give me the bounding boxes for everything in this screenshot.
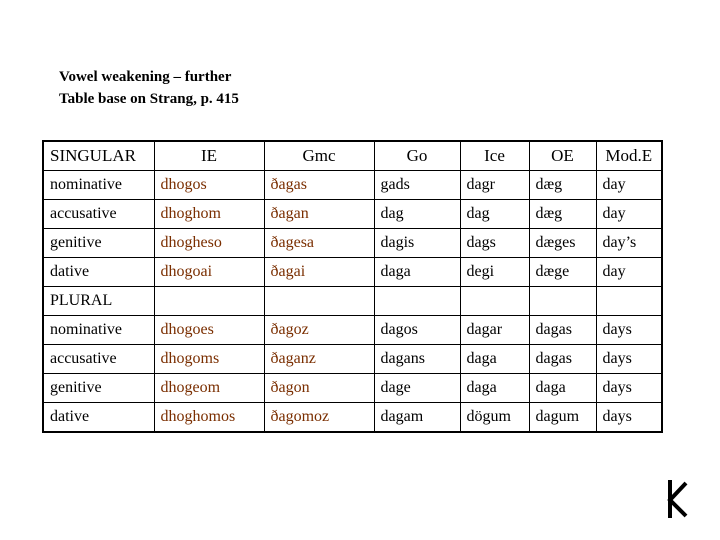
go-cell: daga bbox=[374, 258, 460, 287]
mode-cell: days bbox=[596, 403, 662, 433]
case-cell: dative bbox=[43, 258, 154, 287]
go-cell: dag bbox=[374, 200, 460, 229]
rune-icon bbox=[664, 478, 694, 520]
declension-table bbox=[42, 140, 663, 433]
ice-cell: degi bbox=[460, 258, 529, 287]
go-cell: dagos bbox=[374, 316, 460, 345]
oe-cell: dagas bbox=[529, 316, 596, 345]
oe-cell: dæge bbox=[529, 258, 596, 287]
gmc-cell: ðagesa bbox=[264, 229, 374, 258]
gmc-cell: ðaganz bbox=[264, 345, 374, 374]
go-cell: dagans bbox=[374, 345, 460, 374]
plural-label: PLURAL bbox=[43, 287, 154, 316]
table-row bbox=[43, 229, 662, 258]
table-row bbox=[43, 403, 662, 433]
header-go: Go bbox=[374, 141, 460, 171]
ice-cell: dags bbox=[460, 229, 529, 258]
ice-cell: dagr bbox=[460, 171, 529, 200]
header-oe: OE bbox=[529, 141, 596, 171]
oe-cell: dæg bbox=[529, 171, 596, 200]
ice-cell: dagar bbox=[460, 316, 529, 345]
title-line-1: Vowel weakening – further bbox=[59, 69, 232, 85]
go-cell: dagam bbox=[374, 403, 460, 433]
oe-cell: dæg bbox=[529, 200, 596, 229]
ie-cell: dhogeom bbox=[154, 374, 264, 403]
oe-cell: dæges bbox=[529, 229, 596, 258]
ice-cell: daga bbox=[460, 345, 529, 374]
ie-cell: dhogoes bbox=[154, 316, 264, 345]
case-cell: dative bbox=[43, 403, 154, 433]
table-row bbox=[43, 316, 662, 345]
case-cell: nominative bbox=[43, 316, 154, 345]
case-cell: genitive bbox=[43, 374, 154, 403]
gmc-cell: ðagan bbox=[264, 200, 374, 229]
case-cell: accusative bbox=[43, 200, 154, 229]
ie-cell: dhogoms bbox=[154, 345, 264, 374]
case-cell: accusative bbox=[43, 345, 154, 374]
ice-cell: daga bbox=[460, 374, 529, 403]
table-row bbox=[43, 171, 662, 200]
ie-cell: dhogoai bbox=[154, 258, 264, 287]
mode-cell: days bbox=[596, 316, 662, 345]
title-line-2: Table base on Strang, p. 415 bbox=[59, 91, 239, 107]
ice-cell: dag bbox=[460, 200, 529, 229]
header-row bbox=[43, 141, 662, 171]
gmc-cell: ðagon bbox=[264, 374, 374, 403]
header-ie: IE bbox=[154, 141, 264, 171]
go-cell: dage bbox=[374, 374, 460, 403]
table-row bbox=[43, 200, 662, 229]
mode-cell: days bbox=[596, 345, 662, 374]
mode-cell: days bbox=[596, 374, 662, 403]
ie-cell: dhoghom bbox=[154, 200, 264, 229]
mode-cell: day bbox=[596, 171, 662, 200]
plural-label-row bbox=[43, 287, 662, 316]
slide-title bbox=[59, 66, 239, 110]
gmc-cell: ðagas bbox=[264, 171, 374, 200]
oe-cell: daga bbox=[529, 374, 596, 403]
header-ice: Ice bbox=[460, 141, 529, 171]
case-cell: genitive bbox=[43, 229, 154, 258]
header-mode: Mod.E bbox=[596, 141, 662, 171]
go-cell: dagis bbox=[374, 229, 460, 258]
gmc-cell: ðagomoz bbox=[264, 403, 374, 433]
ie-cell: dhoghomos bbox=[154, 403, 264, 433]
ice-cell: dögum bbox=[460, 403, 529, 433]
oe-cell: dagum bbox=[529, 403, 596, 433]
table-row bbox=[43, 345, 662, 374]
go-cell: gads bbox=[374, 171, 460, 200]
header-gmc: Gmc bbox=[264, 141, 374, 171]
gmc-cell: ðagai bbox=[264, 258, 374, 287]
case-cell: nominative bbox=[43, 171, 154, 200]
mode-cell: day bbox=[596, 258, 662, 287]
table-row bbox=[43, 258, 662, 287]
table-row bbox=[43, 374, 662, 403]
header-singular: SINGULAR bbox=[43, 141, 154, 171]
ie-cell: dhogos bbox=[154, 171, 264, 200]
gmc-cell: ðagoz bbox=[264, 316, 374, 345]
mode-cell: day bbox=[596, 200, 662, 229]
ie-cell: dhogheso bbox=[154, 229, 264, 258]
oe-cell: dagas bbox=[529, 345, 596, 374]
mode-cell: day’s bbox=[596, 229, 662, 258]
